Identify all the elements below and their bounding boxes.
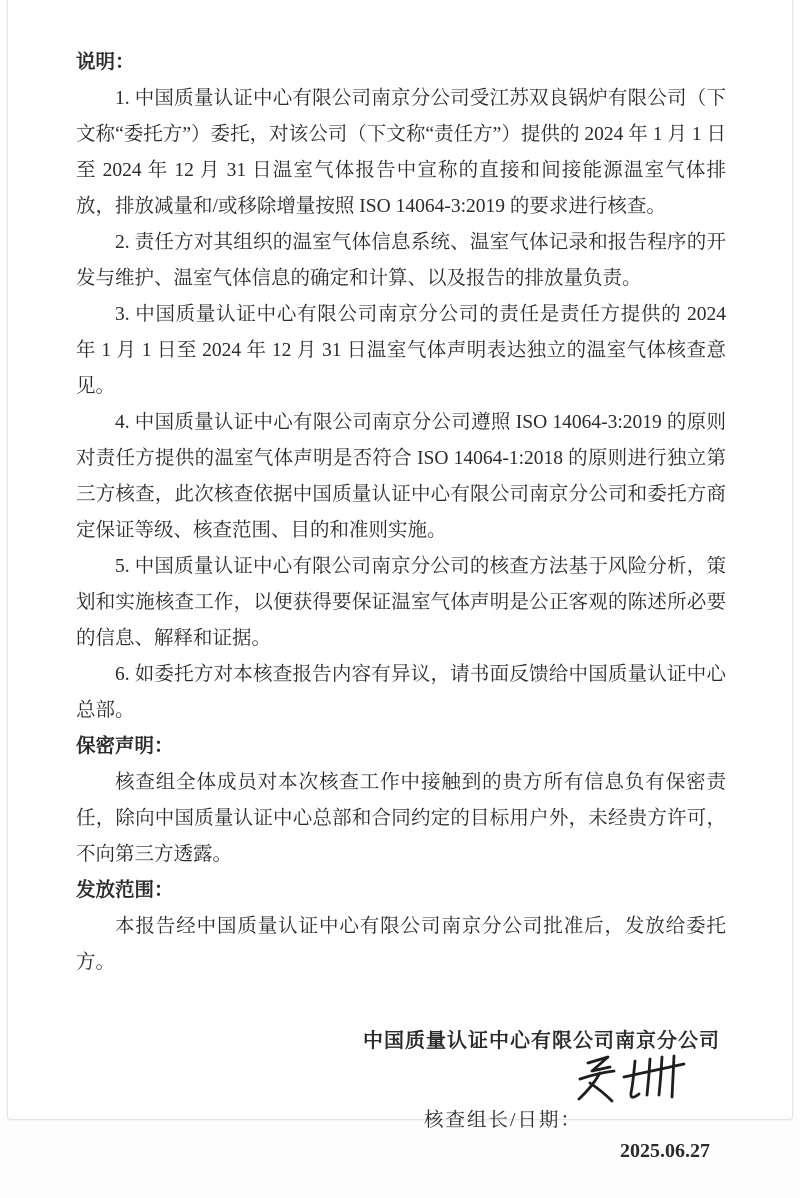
distribution-paragraph: 本报告经中国质量认证中心有限公司南京分公司批准后，发放给委托方。 (76, 916, 726, 973)
section-heading-notes: 说明： (76, 52, 135, 73)
section-heading-confidentiality: 保密声明： (76, 736, 174, 757)
notes-paragraph-2: 2. 责任方对其组织的温室气体信息系统、温室气体记录和报告程序的开发与维护、温室气体信息的确定和计算、以及报告的排放量负责。 (76, 232, 726, 289)
team-leader-date-label: 核查组长/日期： (424, 1110, 582, 1131)
notes-paragraph-6: 6. 如委托方对本核查报告内容有异议，请书面反馈给中国质量认证中心总部。 (76, 664, 726, 721)
signature-date: 2025.06.27 (620, 1140, 710, 1162)
section-heading-distribution: 发放范围： (76, 880, 174, 901)
notes-paragraph-3: 3. 中国质量认证中心有限公司南京分公司的责任是责任方提供的 2024 年 1 月 1 日至 2024 年 12 月 31 日温室气体声明表达独立的温室气体核查意见。 (76, 304, 726, 397)
document-page (7, 0, 793, 1162)
document-content (8, 0, 792, 1198)
notes-paragraph-5: 5. 中国质量认证中心有限公司南京分公司的核查方法基于风险分析，策划和实施核查工作，以便获得要保证温室气体声明是公正客观的陈述所必要的信息、解释和证据。 (76, 556, 726, 649)
confidentiality-paragraph: 核查组全体成员对本次核查工作中接触到的贵方所有信息负有保密责任，除向中国质量认证中心总部和合同约定的目标用户外，未经贵方许可，不向第三方透露。 (76, 772, 726, 865)
handwritten-signature (572, 1049, 692, 1117)
notes-paragraph-4: 4. 中国质量认证中心有限公司南京分公司遵照 ISO 14064-3:2019 的原则对责任方提供的温室气体声明是否符合 ISO 14064-1:2018 的原则进行独立第三方核查，此次核查依据中国质量认证中心有限公司南京分公司和委托方商定保证等级、核查范围、目的和准则实施。 (76, 412, 726, 541)
issuing-company-name: 中国质量认证中心有限公司南京分公司 (363, 1030, 720, 1052)
notes-paragraph-1: 1. 中国质量认证中心有限公司南京分公司受江苏双良锅炉有限公司（下文称“委托方”）委托，对该公司（下文称“责任方”）提供的 2024 年 1 月 1 日至 2024 年 12 月 31 日温室气体报告中宣称的直接和间接能源温室气体排放，排放减量和/或移除增量按照 ISO 14064-3:2019 的要求进行核查。 (76, 88, 726, 217)
signature-block (76, 1023, 726, 1198)
